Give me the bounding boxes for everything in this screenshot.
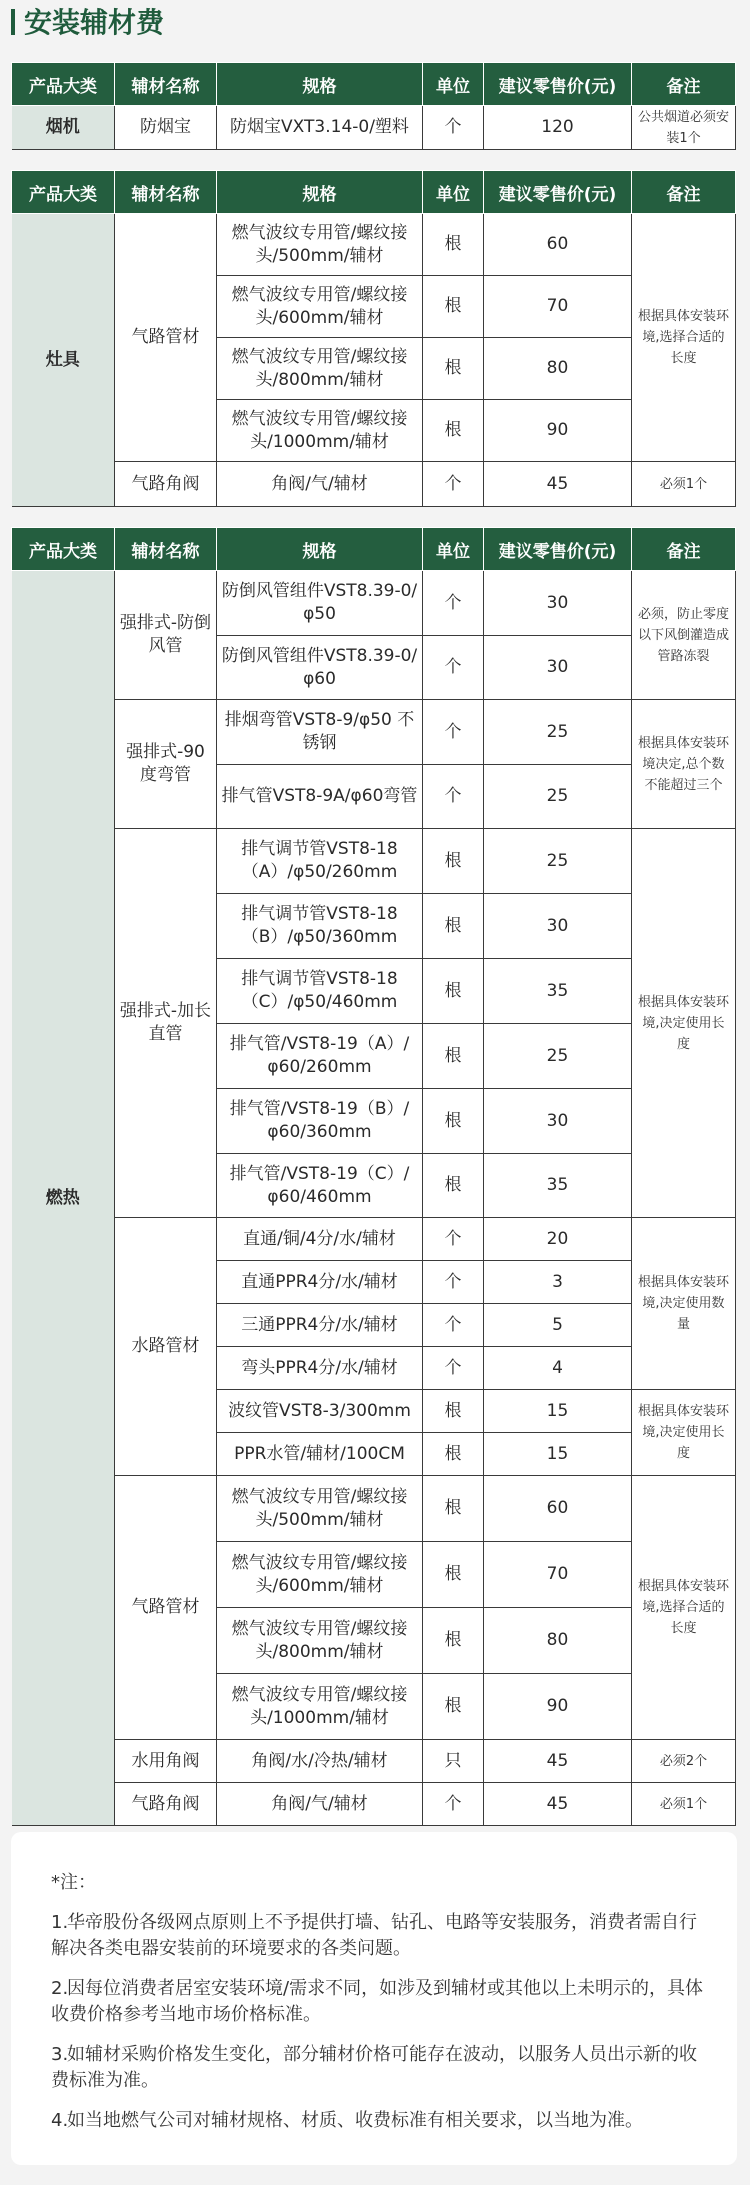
spec-cell: 排气调节管VST8-18（A）/φ50/260mm — [217, 829, 423, 894]
price-cell: 30 — [484, 571, 632, 636]
title-accent-bar — [11, 9, 15, 35]
header-note: 备注 — [632, 528, 736, 571]
unit-cell: 个 — [423, 571, 484, 636]
note-cell: 根据具体安装环境决定,总个数不能超过三个 — [632, 700, 736, 829]
unit-cell: 个 — [423, 700, 484, 765]
category-cell: 烟机 — [12, 106, 115, 150]
spec-cell: PPR水管/辅材/100CM — [217, 1433, 423, 1476]
price-cell: 70 — [484, 1542, 632, 1608]
notes-heading: *注： — [51, 1872, 96, 1893]
price-cell: 25 — [484, 700, 632, 765]
table-header-row — [12, 171, 736, 214]
note-cell: 公共烟道必须安装1个 — [632, 106, 736, 150]
spec-cell: 排气管/VST8-19（A）/φ60/260mm — [217, 1024, 423, 1089]
unit-cell: 个 — [423, 1347, 484, 1390]
header-price: 建议零售价(元) — [484, 171, 632, 214]
price-cell: 45 — [484, 1783, 632, 1826]
unit-cell: 个 — [423, 765, 484, 829]
spec-cell: 角阀/水/冷热/辅材 — [217, 1740, 423, 1783]
price-cell: 25 — [484, 829, 632, 894]
note-cell: 必须2个 — [632, 1740, 736, 1783]
price-cell: 35 — [484, 959, 632, 1024]
spec-cell: 角阀/气/辅材 — [217, 462, 423, 507]
price-cell: 15 — [484, 1390, 632, 1433]
note-item — [51, 2108, 711, 2134]
spec-cell: 燃气波纹专用管/螺纹接头/1000mm/辅材 — [217, 1674, 423, 1740]
spec-cell: 燃气波纹专用管/螺纹接头/500mm/辅材 — [217, 1476, 423, 1542]
category-cell: 燃热 — [12, 571, 115, 1826]
price-cell: 4 — [484, 1347, 632, 1390]
price-cell: 45 — [484, 462, 632, 507]
note-cell: 根据具体安装环境,决定使用长度 — [632, 829, 736, 1218]
spec-cell: 燃气波纹专用管/螺纹接头/1000mm/辅材 — [217, 400, 423, 462]
note-item — [51, 1976, 711, 2028]
spec-cell: 排气调节管VST8-18（B）/φ50/360mm — [217, 894, 423, 959]
spec-cell: 波纹管VST8-3/300mm — [217, 1390, 423, 1433]
note-cell: 必须1个 — [632, 1783, 736, 1826]
unit-cell: 根 — [423, 1089, 484, 1154]
price-cell: 30 — [484, 1089, 632, 1154]
table-row — [12, 1783, 736, 1826]
unit-cell: 根 — [423, 1542, 484, 1608]
spec-cell: 排气管VST8-9A/φ60弯管 — [217, 765, 423, 829]
price-cell: 45 — [484, 1740, 632, 1783]
note-text: 因每位消费者居室安装环境/需求不同，如涉及到辅材或其他以上未明示的，具体收费价格参考当地市场价格标准。 — [51, 1978, 704, 2025]
note-item — [51, 1910, 711, 1962]
header-category: 产品大类 — [12, 528, 115, 571]
price-cell: 90 — [484, 1674, 632, 1740]
spec-cell: 排气管/VST8-19（C）/φ60/460mm — [217, 1154, 423, 1218]
header-price: 建议零售价(元) — [484, 63, 632, 106]
material-name-cell: 水路管材 — [115, 1218, 217, 1476]
header-material-name: 辅材名称 — [115, 63, 217, 106]
material-name-cell: 气路角阀 — [115, 462, 217, 507]
note-text: 如辅材采购价格发生变化，部分辅材价格可能存在波动，以服务人员出示新的收费标准为准。 — [51, 2044, 697, 2091]
table-range-hood — [11, 62, 736, 150]
spec-cell: 排气调节管VST8-18（C）/φ50/460mm — [217, 959, 423, 1024]
material-name-cell: 水用角阀 — [115, 1740, 217, 1783]
spec-cell: 排烟弯管VST8-9/φ50 不锈钢 — [217, 700, 423, 765]
price-cell: 60 — [484, 1476, 632, 1542]
unit-cell: 根 — [423, 214, 484, 276]
price-cell: 80 — [484, 338, 632, 400]
material-name-cell: 强排式-加长直管 — [115, 829, 217, 1218]
unit-cell: 根 — [423, 400, 484, 462]
spec-cell: 直通/铜/4分/水/辅材 — [217, 1218, 423, 1261]
header-spec: 规格 — [217, 63, 423, 106]
unit-cell: 个 — [423, 1304, 484, 1347]
material-name-cell: 防烟宝 — [115, 106, 217, 150]
note-number: 3. — [51, 2044, 69, 2065]
unit-cell: 个 — [423, 1783, 484, 1826]
price-cell: 80 — [484, 1608, 632, 1674]
header-material-name: 辅材名称 — [115, 528, 217, 571]
spec-cell: 燃气波纹专用管/螺纹接头/800mm/辅材 — [217, 338, 423, 400]
note-text: 华帝股份各级网点原则上不予提供打墙、钻孔、电路等安装服务，消费者需自行解决各类电器安装前的环境要求的各类问题。 — [51, 1912, 697, 1959]
price-cell: 15 — [484, 1433, 632, 1476]
table-row — [12, 1740, 736, 1783]
header-note: 备注 — [632, 171, 736, 214]
table-row — [12, 829, 736, 894]
table-header-row — [12, 528, 736, 571]
material-name-cell: 强排式-90度弯管 — [115, 700, 217, 829]
unit-cell: 个 — [423, 1261, 484, 1304]
spec-cell: 防倒风管组件VST8.39-0/φ50 — [217, 571, 423, 636]
note-cell: 根据具体安装环境,选择合适的长度 — [632, 1476, 736, 1740]
page-header — [0, 0, 750, 46]
header-material-name: 辅材名称 — [115, 171, 217, 214]
price-cell: 30 — [484, 894, 632, 959]
table-stove — [11, 170, 736, 507]
price-cell: 90 — [484, 400, 632, 462]
note-number: 4. — [51, 2110, 69, 2131]
unit-cell: 根 — [423, 1476, 484, 1542]
material-name-cell: 气路管材 — [115, 1476, 217, 1740]
unit-cell: 根 — [423, 1674, 484, 1740]
unit-cell: 根 — [423, 338, 484, 400]
table-row — [12, 106, 736, 150]
price-cell: 25 — [484, 1024, 632, 1089]
price-cell: 35 — [484, 1154, 632, 1218]
unit-cell: 根 — [423, 1608, 484, 1674]
unit-cell: 个 — [423, 636, 484, 700]
table-row — [12, 214, 736, 276]
unit-cell: 根 — [423, 1154, 484, 1218]
spec-cell: 三通PPR4分/水/辅材 — [217, 1304, 423, 1347]
spec-cell: 燃气波纹专用管/螺纹接头/600mm/辅材 — [217, 1542, 423, 1608]
note-cell: 根据具体安装环境,决定使用长度 — [632, 1390, 736, 1476]
unit-cell: 只 — [423, 1740, 484, 1783]
unit-cell: 根 — [423, 1433, 484, 1476]
header-spec: 规格 — [217, 528, 423, 571]
material-name-cell: 气路角阀 — [115, 1783, 217, 1826]
page-title: 安装辅材费 — [24, 6, 165, 39]
price-cell: 60 — [484, 214, 632, 276]
table-water-heater — [11, 527, 736, 1826]
note-number: 2. — [51, 1978, 69, 1999]
unit-cell: 根 — [423, 276, 484, 338]
note-cell: 根据具体安装环境,选择合适的长度 — [632, 214, 736, 462]
spec-cell: 排气管/VST8-19（B）/φ60/360mm — [217, 1089, 423, 1154]
price-cell: 20 — [484, 1218, 632, 1261]
header-price: 建议零售价(元) — [484, 528, 632, 571]
unit-cell: 个 — [423, 1218, 484, 1261]
table-row — [12, 462, 736, 507]
header-unit: 单位 — [423, 528, 484, 571]
price-cell: 70 — [484, 276, 632, 338]
material-name-cell: 气路管材 — [115, 214, 217, 462]
spec-cell: 燃气波纹专用管/螺纹接头/800mm/辅材 — [217, 1608, 423, 1674]
spec-cell: 防倒风管组件VST8.39-0/φ60 — [217, 636, 423, 700]
unit-cell: 根 — [423, 1390, 484, 1433]
spec-cell: 角阀/气/辅材 — [217, 1783, 423, 1826]
unit-cell: 根 — [423, 894, 484, 959]
price-cell: 120 — [484, 106, 632, 150]
unit-cell: 个 — [423, 462, 484, 507]
note-cell: 必须，防止零度以下风倒灌造成管路冻裂 — [632, 571, 736, 700]
unit-cell: 根 — [423, 1024, 484, 1089]
table-header-row — [12, 63, 736, 106]
header-note: 备注 — [632, 63, 736, 106]
notes-panel — [11, 1832, 737, 2165]
header-category: 产品大类 — [12, 63, 115, 106]
note-cell: 必须1个 — [632, 462, 736, 507]
price-cell: 5 — [484, 1304, 632, 1347]
note-text: 如当地燃气公司对辅材规格、材质、收费标准有相关要求，以当地为准。 — [67, 2110, 643, 2131]
table-row — [12, 571, 736, 636]
spec-cell: 燃气波纹专用管/螺纹接头/600mm/辅材 — [217, 276, 423, 338]
note-number: 1. — [51, 1912, 69, 1933]
header-spec: 规格 — [217, 171, 423, 214]
table-row — [12, 1218, 736, 1261]
header-unit: 单位 — [423, 63, 484, 106]
spec-cell: 防烟宝VXT3.14-0/塑料 — [217, 106, 423, 150]
price-cell: 3 — [484, 1261, 632, 1304]
unit-cell: 根 — [423, 829, 484, 894]
header-category: 产品大类 — [12, 171, 115, 214]
table-row — [12, 1476, 736, 1542]
unit-cell: 个 — [423, 106, 484, 150]
category-cell: 灶具 — [12, 214, 115, 507]
note-cell: 根据具体安装环境,决定使用数量 — [632, 1218, 736, 1390]
table-row — [12, 700, 736, 765]
material-name-cell: 强排式-防倒风管 — [115, 571, 217, 700]
spec-cell: 直通PPR4分/水/辅材 — [217, 1261, 423, 1304]
spec-cell: 燃气波纹专用管/螺纹接头/500mm/辅材 — [217, 214, 423, 276]
price-cell: 25 — [484, 765, 632, 829]
spec-cell: 弯头PPR4分/水/辅材 — [217, 1347, 423, 1390]
price-cell: 30 — [484, 636, 632, 700]
note-item — [51, 2042, 711, 2094]
unit-cell: 根 — [423, 959, 484, 1024]
header-unit: 单位 — [423, 171, 484, 214]
